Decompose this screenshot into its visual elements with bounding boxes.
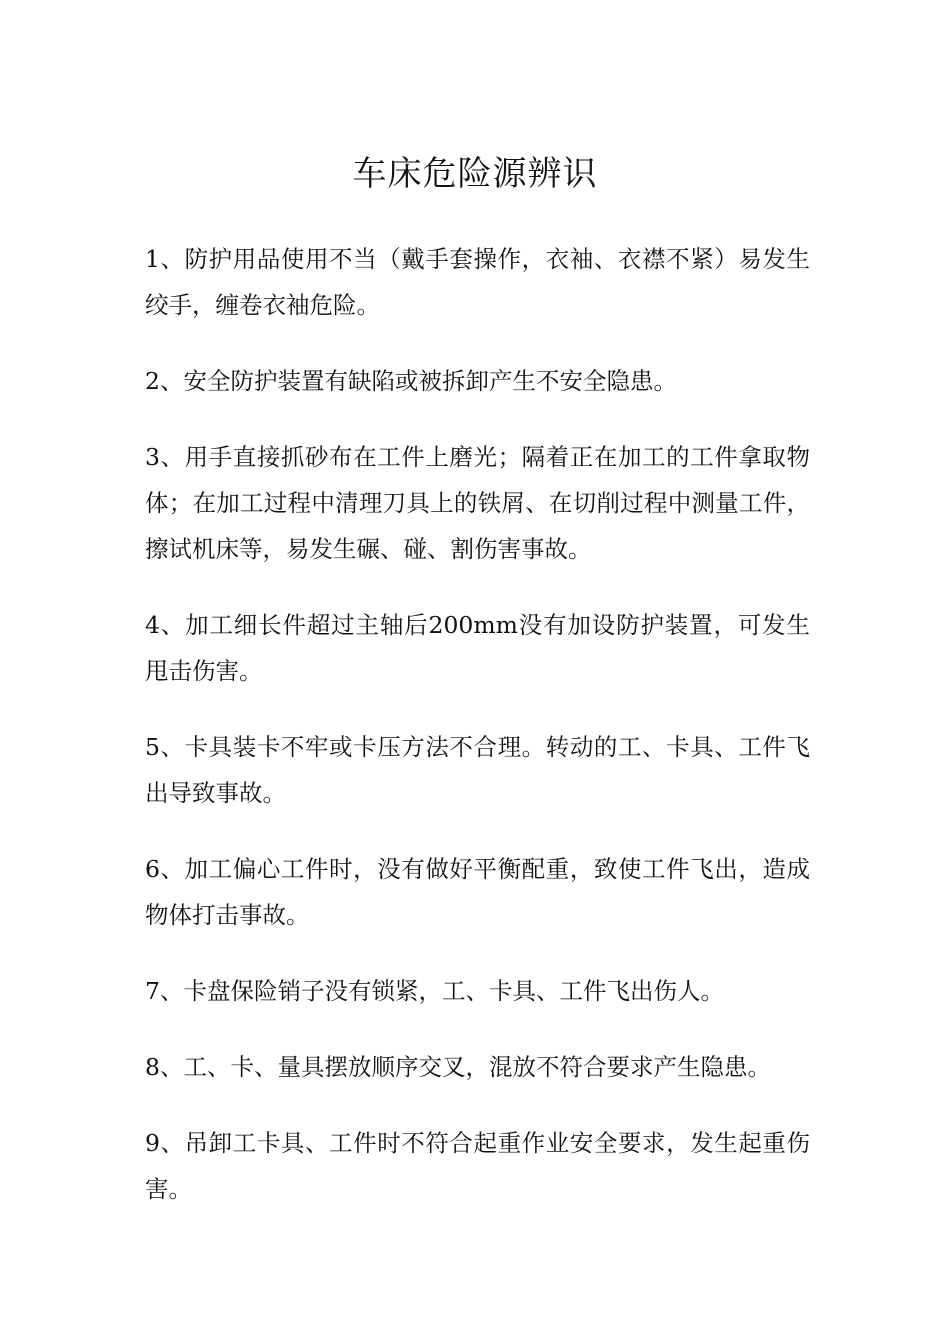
hazard-item-5: 5、卡具装卡不牢或卡压方法不合理。转动的工、卡具、工件飞出导致事故。 (145, 733, 810, 807)
hazard-item-3: 3、用手直接抓砂布在工件上磨光；隔着正在加工的工件拿取物体；在加工过程中清理刀具上的铁屑、在切削过程中测量工件，擦试机床等，易发生碾、碰、割伤害事故。 (145, 443, 810, 563)
document-title: 车床危险源辨识 (352, 154, 598, 194)
hazard-item-2: 2、安全防护装置有缺陷或被拆卸产生不安全隐患。 (145, 367, 677, 395)
hazard-item-8: 8、工、卡、量具摆放顺序交叉，混放不符合要求产生隐患。 (145, 1053, 771, 1081)
hazard-item-6: 6、加工偏心工件时，没有做好平衡配重，致使工件飞出，造成物体打击事故。 (145, 855, 810, 929)
hazard-item-7: 7、卡盘保险销子没有锁紧，工、卡具、工件飞出伤人。 (145, 977, 724, 1005)
hazard-item-9: 9、吊卸工卡具、工件时不符合起重作业安全要求，发生起重伤害。 (145, 1129, 810, 1203)
hazard-item-1: 1、防护用品使用不当（戴手套操作，衣袖、衣襟不紧）易发生绞手，缠卷衣袖危险。 (145, 245, 810, 319)
hazard-list (145, 236, 810, 1242)
hazard-item-4: 4、加工细长件超过主轴后200mm没有加设防护装置，可发生甩击伤害。 (145, 611, 810, 685)
